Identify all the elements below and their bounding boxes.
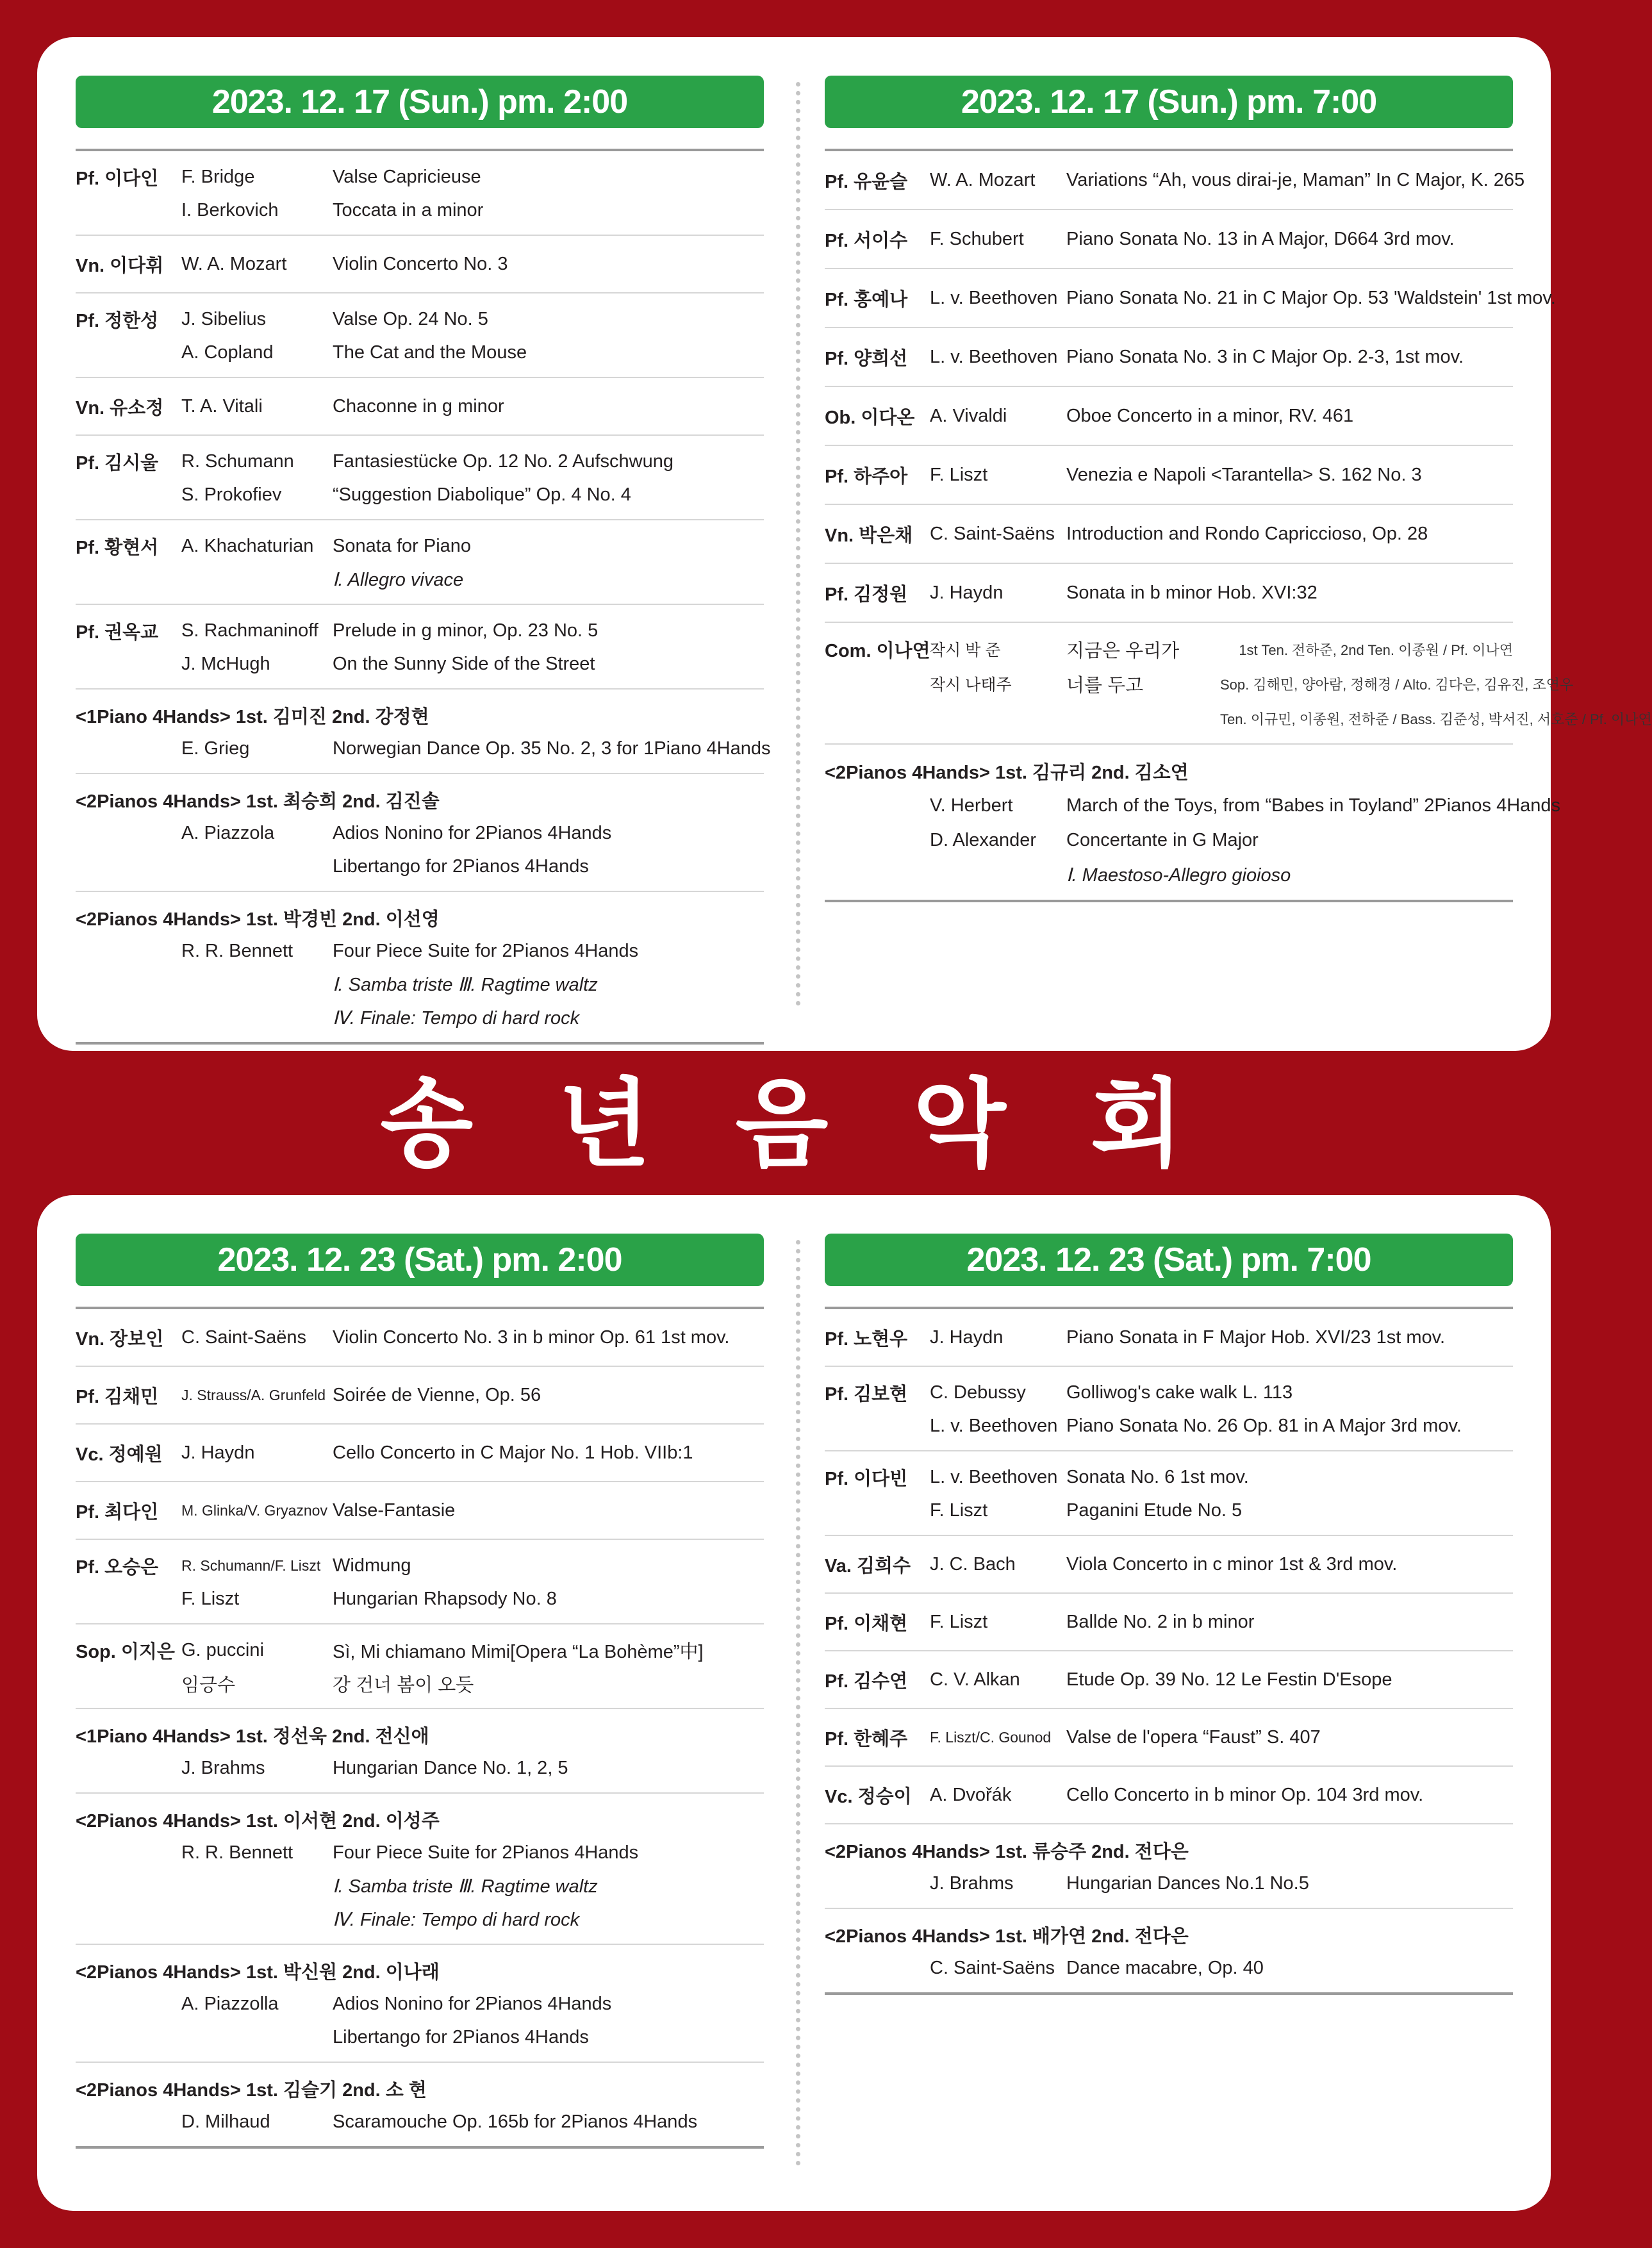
program-row [825, 151, 1525, 210]
composer-name: I. Berkovich [181, 199, 279, 220]
performer-name: Vn. 장보인 [76, 1328, 164, 1350]
performer-name: Pf. 이다빈 [825, 1468, 908, 1489]
composer-name: F. Liszt/C. Gounod [930, 1728, 1052, 1746]
ensemble-group-label: <1Piano 4Hands> 1st. 김미진 2nd. 강정현 [76, 706, 429, 727]
piece-title: Ⅳ. Finale: Tempo di hard rock [333, 1007, 580, 1029]
program-row [76, 1945, 764, 2063]
session-column-dec23-afternoon [76, 1234, 764, 2149]
program-line [825, 1778, 1513, 1812]
performer-name: Pf. 이다인 [76, 168, 159, 189]
program-row [76, 151, 764, 236]
program-line [825, 340, 1513, 374]
program-line [825, 788, 1561, 823]
piece-title: The Cat and the Mouse [333, 342, 527, 363]
piece-title: Etude Op. 39 No. 12 Le Festin D'Esope [1066, 1669, 1392, 1690]
program-row [76, 774, 764, 892]
piece-title: Valse Op. 24 No. 5 [333, 308, 488, 329]
piece-title: Hungarian Dances No.1 No.5 [1066, 1872, 1309, 1894]
program-line [76, 1494, 764, 1527]
program-row [76, 1309, 764, 1367]
program-line [825, 222, 1513, 256]
program-line [825, 458, 1513, 492]
composer-name: R. R. Bennett [181, 940, 293, 961]
piece-title: Piano Sonata No. 21 in C Major Op. 53 'Waldstein' 1st mov. [1066, 287, 1556, 308]
program-row [825, 1824, 1513, 1909]
piece-title: Paganini Etude No. 5 [1066, 1500, 1243, 1521]
program-line [825, 517, 1513, 551]
program-line [825, 1605, 1513, 1639]
piece-title: Norwegian Dance Op. 35 No. 2, 3 for 1Piano 4Hands [333, 738, 771, 759]
composer-name: A. Copland [181, 342, 274, 363]
program-row [825, 1767, 1513, 1824]
piece-title: Valse Capricieuse [333, 166, 481, 187]
program-line [76, 698, 764, 732]
composer-name: L. v. Beethoven [930, 346, 1058, 367]
piece-title: On the Sunny Side of the Street [333, 653, 595, 674]
program-line [76, 1869, 764, 1903]
program-line [76, 2021, 764, 2054]
piece-title: Toccata in a minor [333, 199, 484, 220]
program-line [825, 1409, 1513, 1442]
ensemble-group-label: <2Pianos 4Hands> 1st. 박신원 2nd. 이나래 [76, 1962, 440, 1983]
program-line [76, 968, 764, 1001]
composer-name: A. Piazzolla [181, 1993, 279, 2014]
program-row [825, 387, 1513, 446]
performer-name: Vc. 정예원 [76, 1444, 163, 1465]
piece-title: Piano Sonata in F Major Hob. XVI/23 1st mov. [1066, 1326, 1446, 1348]
performer-name: Pf. 오승은 [76, 1557, 159, 1578]
piece-title: Hungarian Dance No. 1, 2, 5 [333, 1757, 568, 1778]
performer-name: Pf. 한혜주 [825, 1728, 908, 1749]
composer-name: V. Herbert [930, 795, 1013, 816]
composer-name: J. Haydn [181, 1442, 255, 1463]
piece-title: Venezia e Napoli <Tarantella> S. 162 No. 3 [1066, 464, 1422, 485]
performer-name: Pf. 노현우 [825, 1328, 908, 1350]
program-row [825, 745, 1561, 902]
composer-name: J. Sibelius [181, 308, 267, 329]
program-line [76, 478, 764, 511]
piece-title: Sonata in b minor Hob. XVI:32 [1066, 582, 1317, 603]
piece-title: 강 건너 봄이 오듯 [333, 1674, 474, 1696]
composer-name: A. Khachaturian [181, 535, 314, 556]
ensemble-group-label: <2Pianos 4Hands> 1st. 배가연 2nd. 전다은 [825, 1926, 1189, 1947]
piece-title: Violin Concerto No. 3 [333, 253, 508, 274]
piece-title: Fantasiestücke Op. 12 No. 2 Aufschwung [333, 450, 673, 472]
column-divider [796, 1240, 800, 2166]
program-row [76, 378, 764, 436]
program-line [76, 529, 764, 563]
piece-title: Oboe Concerto in a minor, RV. 461 [1066, 405, 1354, 426]
program-line [76, 850, 764, 883]
composer-name: J. Brahms [181, 1757, 265, 1778]
program-line [76, 1751, 764, 1785]
performer-name: Pf. 정한성 [76, 310, 159, 331]
ensemble-group-label: <2Pianos 4Hands> 1st. 류승주 2nd. 전다은 [825, 1841, 1189, 1862]
program-line [76, 1549, 764, 1582]
piece-title: Piano Sonata No. 3 in C Major Op. 2-3, 1st mov. [1066, 346, 1464, 367]
performers-note: Ten. 이규민, 이종원, 전하준 / Bass. 김준성, 박서진, 서호준 / Pf. 이나연 [1220, 711, 1652, 727]
composer-name: A. Vivaldi [930, 405, 1007, 426]
program-line [825, 575, 1513, 610]
composer-name: D. Alexander [930, 829, 1037, 850]
program-line [76, 445, 764, 478]
program-line [825, 1663, 1513, 1696]
program-line [825, 1321, 1513, 1354]
program-line [76, 901, 764, 934]
program-line [76, 647, 764, 681]
program-row [825, 623, 1652, 745]
program-line [76, 1667, 764, 1700]
piece-title: “Suggestion Diabolique” Op. 4 No. 4 [333, 484, 631, 505]
piece-title: Adios Nonino for 2Pianos 4Hands [333, 1993, 612, 2014]
program-line [825, 857, 1513, 892]
performer-name: Pf. 유윤슬 [825, 171, 908, 192]
program-row [825, 1536, 1513, 1594]
program-line [825, 163, 1525, 197]
performer-name: Pf. 김정원 [825, 584, 908, 605]
program-list [76, 149, 771, 1045]
concert-title: 송 년 음 악 회 [380, 1069, 1209, 1180]
piece-title: Ⅰ. Samba triste Ⅲ. Ragtime waltz [333, 974, 598, 995]
program-row [76, 1624, 764, 1709]
piece-title: 지금은 우리가 [1066, 640, 1180, 661]
performer-name: Vn. 유소정 [76, 397, 164, 418]
program-row [825, 1709, 1513, 1767]
piece-title: Ballde No. 2 in b minor [1066, 1611, 1255, 1632]
program-row [76, 690, 771, 774]
program-line [825, 632, 1513, 666]
program-line [825, 1918, 1513, 1951]
program-line [825, 666, 1574, 701]
piece-title: Libertango for 2Pianos 4Hands [333, 2026, 589, 2047]
program-line [76, 194, 764, 227]
program-row [825, 446, 1513, 505]
program-line [76, 1633, 764, 1667]
program-row [825, 1594, 1513, 1651]
program-line [825, 701, 1652, 736]
program-row [825, 269, 1556, 328]
program-line [76, 1436, 764, 1469]
composer-name: F. Bridge [181, 166, 255, 187]
piece-title: Soirée de Vienne, Op. 56 [333, 1384, 541, 1405]
composer-name: G. puccini [181, 1639, 264, 1660]
composer-name: S. Rachmaninoff [181, 620, 318, 641]
performer-name: Pf. 서이수 [825, 230, 908, 251]
composer-name: D. Milhaud [181, 2111, 270, 2132]
program-row [825, 210, 1513, 269]
program-row [76, 2063, 764, 2149]
piece-title: Ⅰ. Allegro vivace [333, 569, 464, 590]
composer-name: J. Brahms [930, 1872, 1014, 1894]
program-line [76, 1378, 764, 1412]
program-row [76, 1540, 764, 1624]
composer-name: W. A. Mozart [181, 253, 287, 274]
program-row [825, 564, 1513, 623]
performer-name: Va. 김희수 [825, 1555, 911, 1576]
session-date-header: 2023. 12. 17 (Sun.) pm. 7:00 [825, 76, 1513, 128]
program-line [825, 1494, 1513, 1527]
program-line [76, 816, 764, 850]
composer-name: A. Piazzola [181, 822, 275, 843]
program-line [76, 563, 764, 596]
piece-title: Viola Concerto in c minor 1st & 3rd mov. [1066, 1553, 1398, 1574]
composer-name: C. Debussy [930, 1382, 1026, 1403]
program-row [76, 1709, 764, 1794]
program-line [825, 1951, 1513, 1985]
performer-name: Ob. 이다온 [825, 407, 915, 428]
performer-name: Vc. 정승이 [825, 1786, 912, 1807]
performer-name: Pf. 양희선 [825, 348, 908, 369]
composer-name: F. Liszt [930, 1611, 988, 1632]
composer-name: J. Haydn [930, 1326, 1004, 1348]
performers-note: 1st Ten. 전하준, 2nd Ten. 이종원 / Pf. 이나연 [1239, 641, 1513, 658]
composer-name: C. Saint-Saëns [181, 1326, 307, 1348]
program-line [825, 754, 1513, 788]
piece-title: Scaramouche Op. 165b for 2Pianos 4Hands [333, 2111, 698, 2132]
program-line [76, 934, 764, 968]
program-line [76, 302, 764, 336]
program-line [76, 783, 764, 816]
piece-title: Introduction and Rondo Capriccioso, Op. 28 [1066, 523, 1428, 544]
performer-name: Com. 이나연 [825, 640, 930, 661]
composer-name: T. A. Vitali [181, 395, 263, 417]
composer-name: M. Glinka/V. Gryaznov [181, 1501, 327, 1519]
performer-name: Pf. 김보현 [825, 1384, 908, 1405]
session-column-dec17-evening [825, 76, 1652, 902]
piece-title: Ⅳ. Finale: Tempo di hard rock [333, 1909, 580, 1930]
performer-name: Pf. 김수연 [825, 1671, 908, 1692]
piece-title: 너를 두고 [1066, 675, 1144, 696]
composer-name: J. Haydn [930, 582, 1004, 603]
performer-name: Vn. 이다휘 [76, 255, 164, 276]
program-row [76, 1425, 764, 1482]
composer-name: F. Liszt [181, 1588, 240, 1609]
program-line [76, 1582, 764, 1616]
composer-name: E. Grieg [181, 738, 250, 759]
performer-name: Pf. 김시울 [76, 452, 159, 474]
program-line [825, 1867, 1513, 1900]
session-column-dec17-afternoon [76, 76, 771, 1045]
program-row [825, 328, 1513, 387]
composer-name: 작시 나태주 [930, 676, 1012, 694]
program-row [76, 293, 764, 378]
piece-title: Chaconne in g minor [333, 395, 504, 417]
composer-name: F. Liszt [930, 464, 988, 485]
composer-name: A. Dvořák [930, 1784, 1012, 1805]
program-row [825, 1451, 1513, 1536]
program-line [76, 1954, 764, 1987]
composer-name: C. Saint-Saëns [930, 523, 1055, 544]
ensemble-group-label: <2Pianos 4Hands> 1st. 김규리 2nd. 김소연 [825, 762, 1189, 783]
session-column-dec23-evening [825, 1234, 1513, 1995]
session-date-header: 2023. 12. 23 (Sat.) pm. 2:00 [76, 1234, 764, 1286]
program-row [825, 1651, 1513, 1709]
piece-title: Adios Nonino for 2Pianos 4Hands [333, 822, 612, 843]
piece-title: Four Piece Suite for 2Pianos 4Hands [333, 1842, 639, 1863]
piece-title: Dance macabre, Op. 40 [1066, 1957, 1264, 1978]
program-line [76, 390, 764, 423]
piece-title: Libertango for 2Pianos 4Hands [333, 855, 589, 877]
piece-title: Piano Sonata No. 26 Op. 81 in A Major 3rd mov. [1066, 1415, 1462, 1436]
program-row [76, 436, 764, 520]
program-line [76, 247, 764, 281]
composer-name: L. v. Beethoven [930, 1466, 1058, 1487]
performer-name: Vn. 박은채 [825, 525, 913, 546]
program-line [825, 1376, 1513, 1409]
performer-name: Pf. 권옥교 [76, 622, 159, 643]
ensemble-group-label: <2Pianos 4Hands> 1st. 최승희 2nd. 김진솔 [76, 791, 440, 812]
performer-name: Pf. 최다인 [76, 1501, 159, 1523]
program-row [76, 892, 764, 1045]
program-list [76, 1307, 764, 2149]
composer-name: R. Schumann [181, 450, 294, 472]
program-row [76, 1794, 764, 1945]
piece-title: Ⅰ. Maestoso-Allegro gioioso [1066, 864, 1291, 886]
composer-name: 임긍수 [181, 1674, 236, 1696]
composer-name: C. Saint-Saëns [930, 1957, 1055, 1978]
performers-note: Sop. 김해민, 양아람, 정해경 / Alto. 김다은, 김유진, 조연우 [1220, 676, 1574, 693]
ensemble-group-label: <1Piano 4Hands> 1st. 정선욱 2nd. 전신애 [76, 1726, 429, 1747]
performer-name: Pf. 홍예나 [825, 289, 908, 310]
program-line [76, 1903, 764, 1936]
piece-title: Variations “Ah, vous dirai-je, Maman” In C Major, K. 265 [1066, 169, 1525, 190]
program-row [825, 505, 1513, 564]
performer-name: Pf. 김채민 [76, 1386, 159, 1407]
composer-name: F. Schubert [930, 228, 1024, 249]
composer-name: J. C. Bach [930, 1553, 1016, 1574]
piece-title: Violin Concerto No. 3 in b minor Op. 61 1st mov. [333, 1326, 730, 1348]
column-divider [796, 82, 800, 1006]
program-line [825, 399, 1513, 433]
program-line [825, 1460, 1513, 1494]
program-line [76, 160, 764, 194]
ensemble-group-label: <2Pianos 4Hands> 1st. 이서현 2nd. 이성주 [76, 1810, 440, 1831]
program-row [76, 236, 764, 293]
program-row [825, 1367, 1513, 1451]
composer-name: W. A. Mozart [930, 169, 1036, 190]
program-line [825, 823, 1513, 857]
program-line [76, 614, 764, 647]
piece-title: Golliwog's cake walk L. 113 [1066, 1382, 1293, 1403]
program-line [76, 1718, 764, 1751]
program-line [76, 2072, 764, 2105]
program-row [76, 520, 764, 605]
piece-title: Widmung [333, 1555, 411, 1576]
piece-title: Cello Concerto in b minor Op. 104 3rd mov. [1066, 1784, 1424, 1805]
session-date-header: 2023. 12. 23 (Sat.) pm. 7:00 [825, 1234, 1513, 1286]
ensemble-group-label: <2Pianos 4Hands> 1st. 김슬기 2nd. 소 현 [76, 2079, 427, 2101]
performer-name: Pf. 이채현 [825, 1613, 908, 1634]
program-line [825, 281, 1556, 315]
program-panel-bottom [37, 1195, 1551, 2211]
piece-title: Sì, Mi chiamano Mimi[Opera “La Bohème”中] [333, 1641, 704, 1662]
program-panel-top [37, 37, 1652, 1051]
program-row [76, 1367, 764, 1425]
program-line [76, 1836, 764, 1869]
composer-name: J. McHugh [181, 653, 270, 674]
program-line [825, 1548, 1513, 1581]
program-line [76, 732, 771, 765]
ensemble-group-label: <2Pianos 4Hands> 1st. 박경빈 2nd. 이선영 [76, 909, 440, 930]
program-line [76, 1001, 764, 1034]
program-line [76, 1803, 764, 1836]
performer-name: Pf. 하주아 [825, 466, 908, 487]
performer-name: Pf. 황현서 [76, 537, 159, 558]
piece-title: March of the Toys, from “Babes in Toyland” 2Pianos 4Hands [1066, 795, 1561, 816]
program-line [76, 1321, 764, 1354]
piece-title: Cello Concerto in C Major No. 1 Hob. VIIb:1 [333, 1442, 693, 1463]
piece-title: Valse-Fantasie [333, 1500, 456, 1521]
program-row [825, 1309, 1513, 1367]
composer-name: R. Schumann/F. Liszt [181, 1557, 321, 1574]
program-line [825, 1833, 1513, 1867]
piece-title: Sonata No. 6 1st mov. [1066, 1466, 1249, 1487]
piece-title: Valse de l'opera “Faust” S. 407 [1066, 1726, 1321, 1748]
piece-title: Four Piece Suite for 2Pianos 4Hands [333, 940, 639, 961]
composer-name: L. v. Beethoven [930, 1415, 1058, 1436]
program-row [76, 1482, 764, 1540]
piece-title: Hungarian Rhapsody No. 8 [333, 1588, 557, 1609]
performer-name: Sop. 이지은 [76, 1641, 175, 1662]
composer-name: 작시 박 준 [930, 641, 1001, 659]
program-line [825, 1721, 1513, 1754]
piece-title: Prelude in g minor, Op. 23 No. 5 [333, 620, 599, 641]
program-row [76, 605, 764, 690]
program-line [76, 336, 764, 369]
composer-name: S. Prokofiev [181, 484, 282, 505]
piece-title: Concertante in G Major [1066, 829, 1259, 850]
composer-name: F. Liszt [930, 1500, 988, 1521]
piece-title: Sonata for Piano [333, 535, 472, 556]
program-list [825, 1307, 1513, 1995]
composer-name: R. R. Bennett [181, 1842, 293, 1863]
program-row [825, 1909, 1513, 1995]
program-line [76, 2105, 764, 2138]
composer-name: J. Strauss/A. Grunfeld [181, 1386, 326, 1403]
piece-title: Ⅰ. Samba triste Ⅲ. Ragtime waltz [333, 1876, 598, 1897]
composer-name: L. v. Beethoven [930, 287, 1058, 308]
program-line [76, 1987, 764, 2021]
program-list [825, 149, 1652, 902]
session-date-header: 2023. 12. 17 (Sun.) pm. 2:00 [76, 76, 764, 128]
composer-name: C. V. Alkan [930, 1669, 1020, 1690]
piece-title: Piano Sonata No. 13 in A Major, D664 3rd mov. [1066, 228, 1455, 249]
